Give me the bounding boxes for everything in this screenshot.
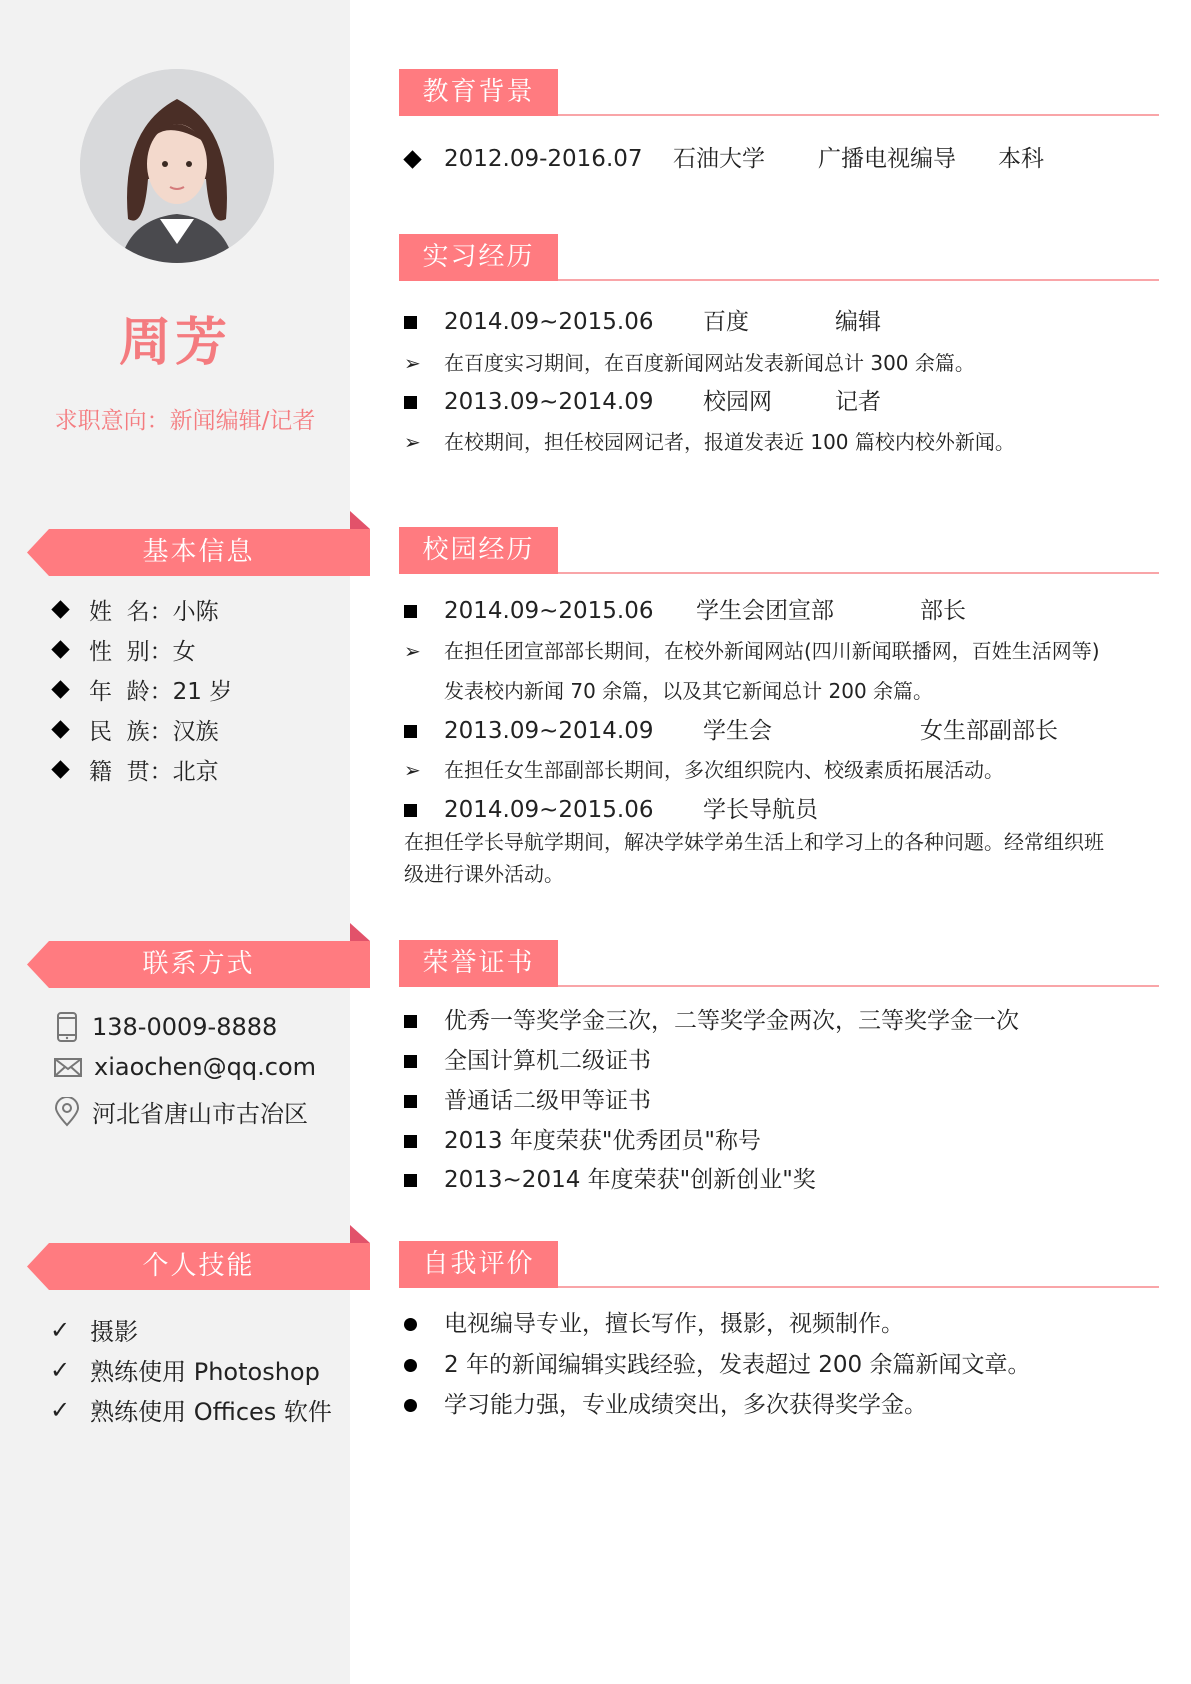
edu-degree: 本科	[998, 146, 1044, 172]
diamond-bullet-icon	[51, 600, 69, 618]
job-intent: 求职意向：新闻编辑/记者	[54, 408, 316, 434]
address-text: 河北省唐山市古冶区	[92, 1100, 308, 1128]
square-bullet-icon	[404, 804, 417, 817]
info-row	[54, 753, 219, 786]
self-eval-text: 学习能力强，专业成绩突出，多次获得奖学金。	[444, 1392, 927, 1418]
skills-banner	[27, 1243, 370, 1290]
honor-text: 优秀一等奖学金三次，二等奖学金两次，三等奖学金一次	[444, 1008, 1019, 1034]
date: 2013.09~2014.09	[444, 389, 654, 415]
edu-major: 广播电视编导	[818, 146, 956, 172]
info-label: 性 别：	[89, 639, 173, 665]
diamond-bullet-icon	[51, 720, 69, 738]
internship-header	[399, 234, 1159, 281]
desc: 在担任女生部副部长期间，多次组织院内、校级素质拓展活动。	[444, 758, 1004, 782]
info-label: 姓 名：	[89, 599, 173, 625]
info-gender-row	[54, 593, 219, 626]
info-value: 女	[172, 639, 196, 665]
self-eval-text: 2 年的新闻编辑实践经验，发表超过 200 余篇新闻文章。	[444, 1352, 1031, 1378]
check-icon: ✓	[50, 1315, 71, 1344]
date: 2014.09~2015.06	[444, 797, 654, 823]
square-bullet-icon	[404, 396, 417, 409]
mail-icon	[54, 1056, 82, 1078]
square-bullet-icon	[404, 316, 417, 329]
desc: 级进行课外活动。	[404, 862, 564, 886]
desc: 发表校内新闻 70 余篇，以及其它新闻总计 200 余篇。	[444, 679, 934, 703]
info-value: 北京	[172, 759, 219, 785]
profile-photo	[80, 69, 274, 263]
info-row	[54, 673, 232, 706]
dot-bullet-icon	[404, 1359, 417, 1372]
org: 百度	[703, 309, 749, 335]
square-bullet-icon	[404, 1015, 417, 1028]
phone-icon	[54, 1012, 80, 1042]
dot-bullet-icon	[404, 1318, 417, 1331]
check-icon: ✓	[50, 1355, 71, 1384]
edu-date: 2012.09-2016.07	[444, 146, 643, 172]
desc: 在担任学长导航学期间，解决学妹学弟生活上和学习上的各种问题。经常组织班	[404, 830, 1104, 854]
skill-item	[50, 1352, 320, 1387]
skill-text: 熟练使用 Photoshop	[90, 1358, 320, 1386]
square-bullet-icon	[404, 1055, 417, 1068]
desc: 在百度实习期间，在百度新闻网站发表新闻总计 300 余篇。	[444, 351, 975, 375]
section-title: 校园经历	[399, 527, 558, 574]
role: 女生部副部长	[920, 718, 1058, 744]
campus-header	[399, 527, 1159, 574]
info-value: 汉族	[172, 719, 219, 745]
phone-text: 138-0009-8888	[92, 1013, 278, 1041]
date: 2014.09~2015.06	[444, 309, 654, 335]
section-title: 荣誉证书	[399, 940, 558, 987]
org: 学长导航员	[703, 797, 818, 823]
arrow-bullet-icon: ➢	[404, 639, 421, 663]
diamond-bullet-icon	[51, 680, 69, 698]
info-row	[54, 713, 219, 746]
skill-item	[50, 1312, 138, 1347]
role: 编辑	[835, 309, 881, 335]
org: 学生会团宣部	[696, 598, 834, 624]
location-pin-icon	[54, 1097, 80, 1127]
info-value: 21 岁	[172, 679, 233, 705]
honor-text: 2013~2014 年度荣获"创新创业"奖	[444, 1167, 816, 1193]
role: 记者	[835, 389, 881, 415]
square-bullet-icon	[404, 605, 417, 618]
basic-info-banner	[27, 529, 370, 576]
self-eval-text: 电视编导专业，擅长写作，摄影，视频制作。	[444, 1311, 904, 1337]
email-text: xiaochen@qq.com	[94, 1053, 316, 1081]
info-label: 籍 贯：	[89, 759, 173, 785]
square-bullet-icon	[404, 1135, 417, 1148]
honor-text: 2013 年度荣获"优秀团员"称号	[444, 1128, 762, 1154]
date: 2014.09~2015.06	[444, 598, 654, 624]
square-bullet-icon	[404, 1174, 417, 1187]
contact-email	[54, 1053, 316, 1081]
org: 学生会	[703, 718, 772, 744]
info-label: 民 族：	[89, 719, 173, 745]
honor-text: 普通话二级甲等证书	[444, 1088, 651, 1114]
info-row	[54, 633, 196, 666]
contact-phone	[54, 1012, 277, 1042]
contact-address	[54, 1094, 308, 1129]
desc: 在校期间，担任校园网记者，报道发表近 100 篇校内校外新闻。	[444, 430, 1015, 454]
date: 2013.09~2014.09	[444, 718, 654, 744]
square-bullet-icon	[404, 1095, 417, 1108]
skill-text: 摄影	[90, 1318, 139, 1346]
role: 部长	[920, 598, 966, 624]
section-title: 教育背景	[399, 69, 558, 116]
honor-text: 全国计算机二级证书	[444, 1048, 651, 1074]
contact-banner	[27, 941, 370, 988]
section-title: 实习经历	[399, 234, 558, 281]
info-value: 小陈	[172, 599, 219, 625]
diamond-bullet-icon	[403, 150, 421, 168]
skill-text: 熟练使用 Offices 软件	[90, 1398, 332, 1426]
dot-bullet-icon	[404, 1399, 417, 1412]
contact-title: 联系方式	[142, 949, 255, 979]
info-label: 年 龄：	[89, 679, 173, 705]
arrow-bullet-icon: ➢	[404, 430, 421, 454]
check-icon: ✓	[50, 1395, 71, 1424]
education-header	[399, 69, 1159, 116]
diamond-bullet-icon	[51, 640, 69, 658]
diamond-bullet-icon	[51, 760, 69, 778]
desc: 在担任团宣部部长期间，在校外新闻网站(四川新闻联播网，百姓生活网等)	[444, 639, 1100, 663]
honors-header	[399, 940, 1159, 987]
basic-info-title: 基本信息	[142, 537, 255, 567]
arrow-bullet-icon: ➢	[404, 758, 421, 782]
self-eval-header	[399, 1241, 1159, 1288]
skills-title: 个人技能	[142, 1251, 255, 1281]
section-title: 自我评价	[399, 1241, 558, 1288]
square-bullet-icon	[404, 725, 417, 738]
arrow-bullet-icon: ➢	[404, 351, 421, 375]
skill-item	[50, 1392, 332, 1427]
org: 校园网	[703, 389, 772, 415]
edu-school: 石油大学	[673, 146, 765, 172]
candidate-name: 周芳	[118, 313, 231, 373]
